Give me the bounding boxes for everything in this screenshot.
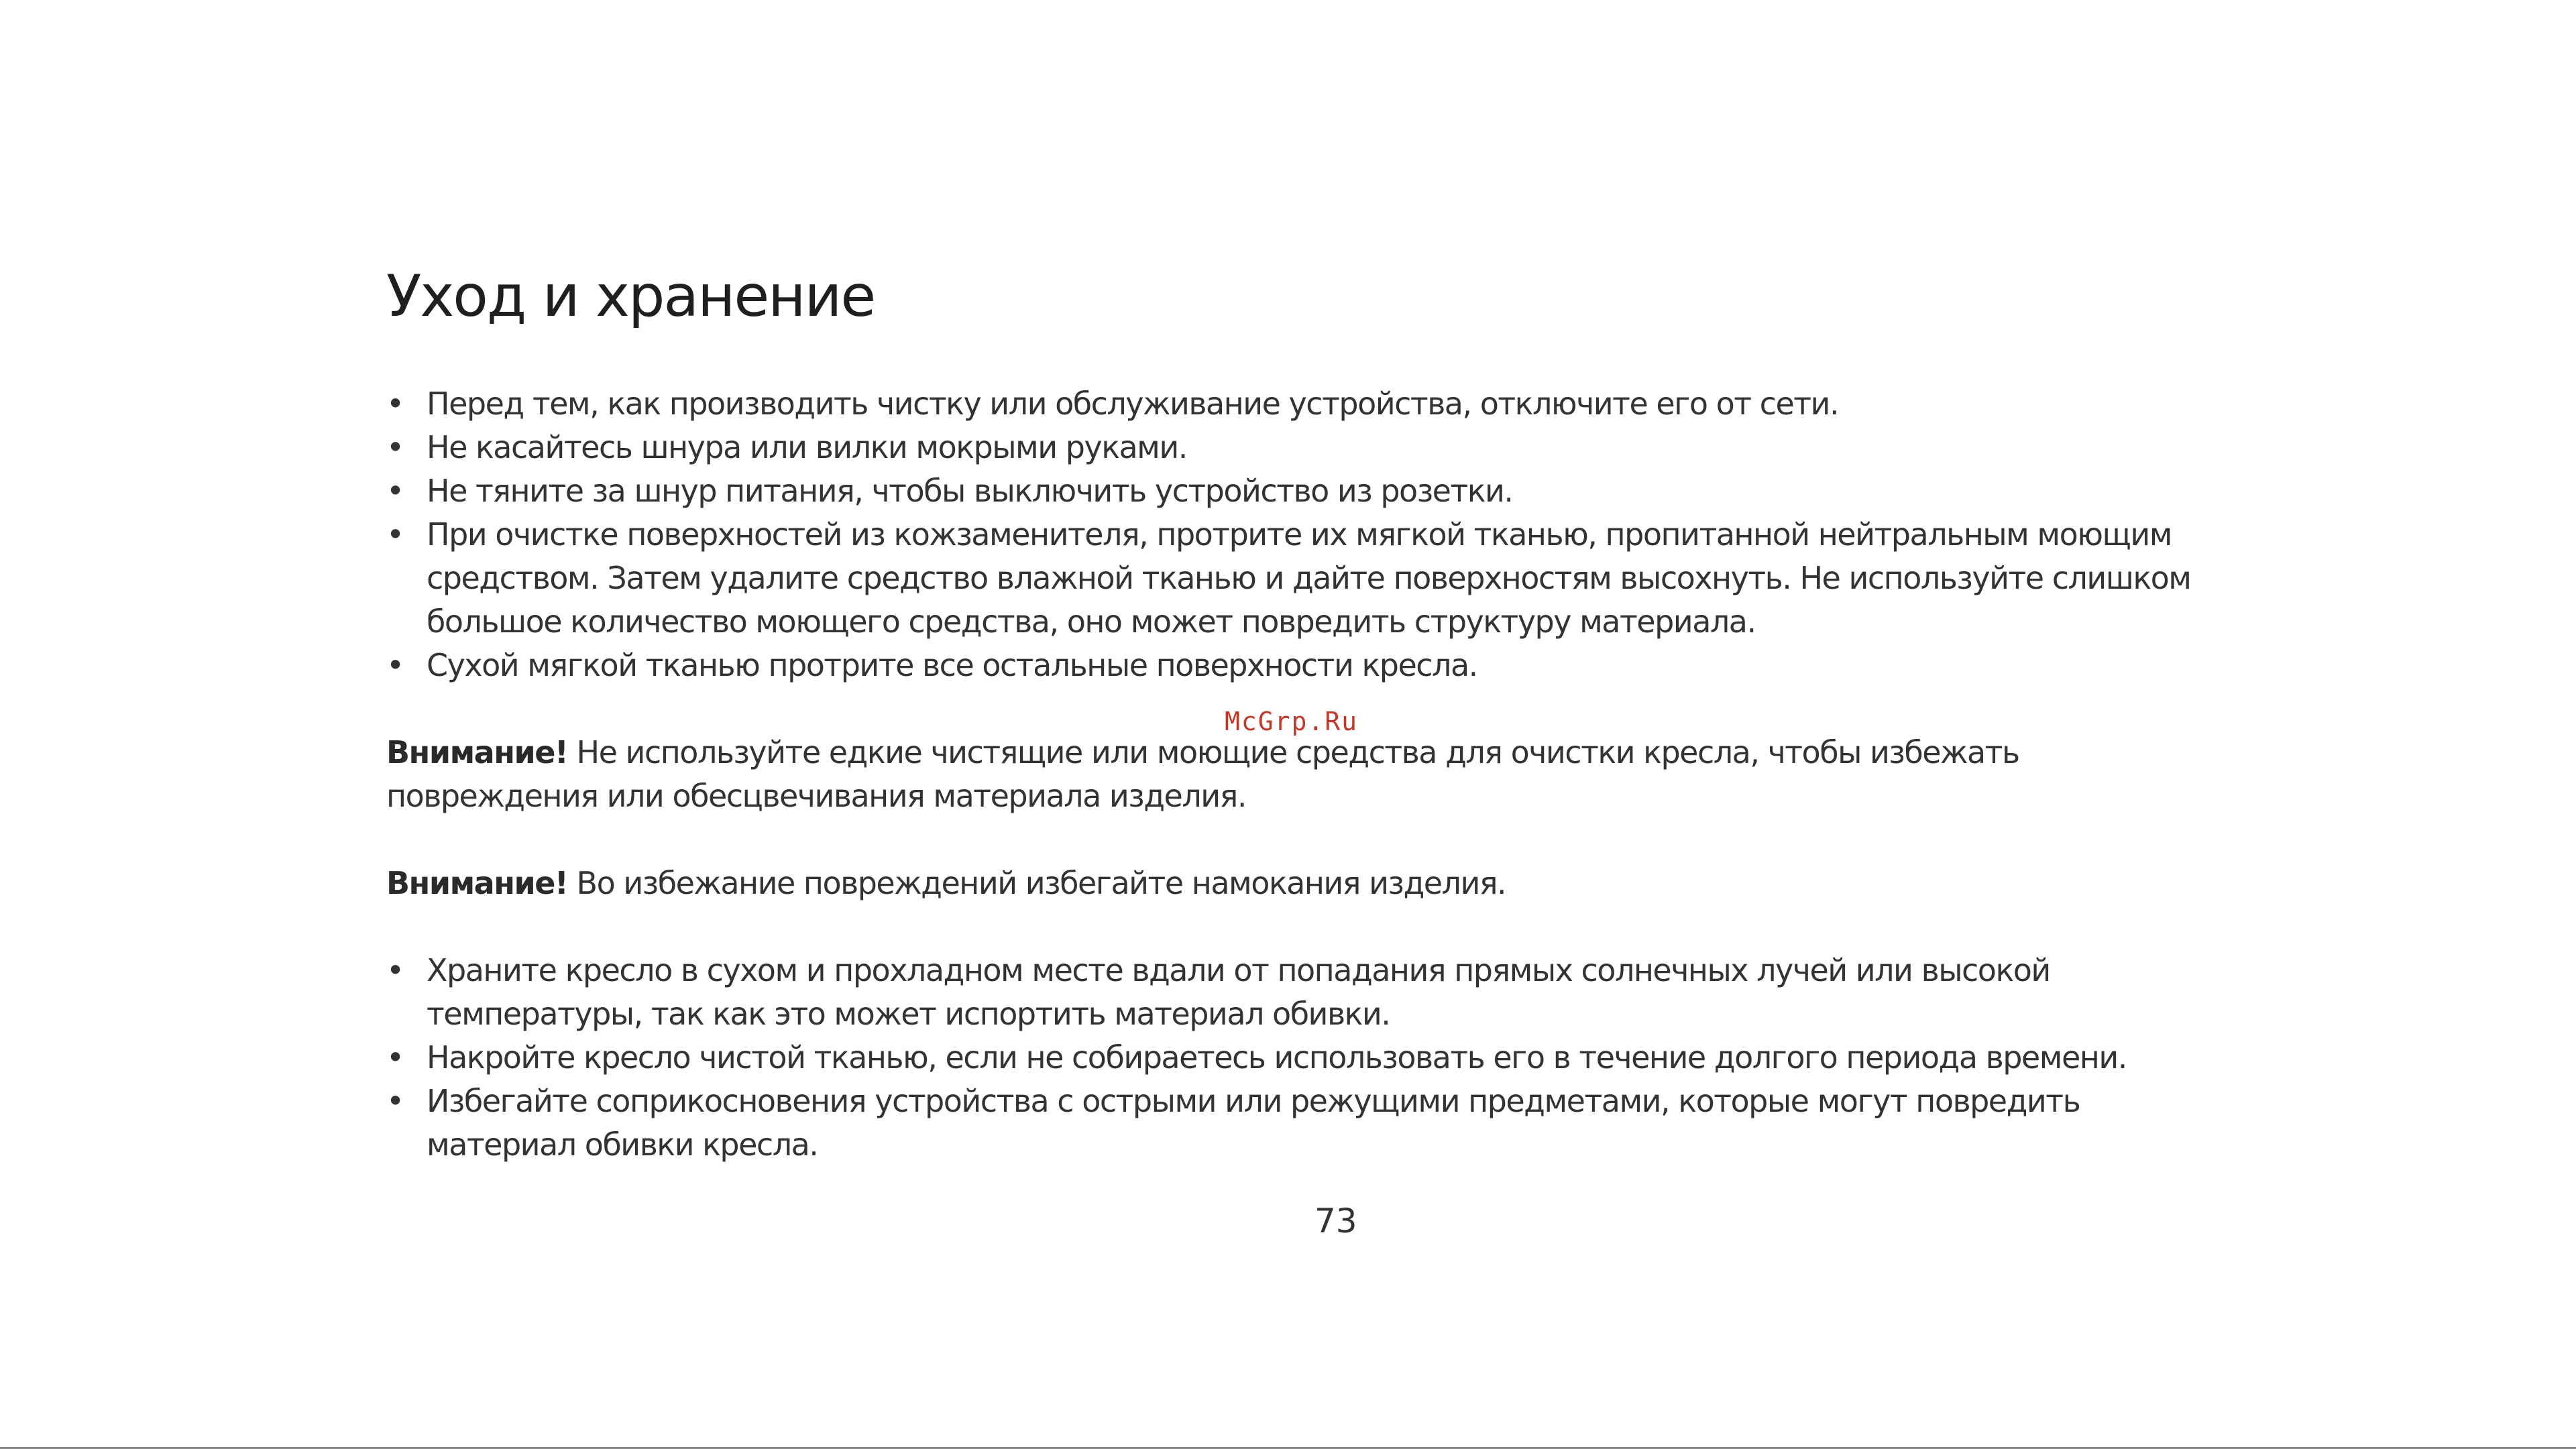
list-item [386,1080,2210,1167]
spacer [386,905,2210,949]
bullet-icon: • [386,1083,404,1119]
warning-notice-chemicals [386,731,2210,818]
list-item-text: Не тяните за шнур питания, чтобы выключить устройство из розетки. [427,473,1513,509]
bullet-icon: • [386,647,404,683]
warning-label: Внимание! [386,865,568,901]
list-item-text: Избегайте соприкосновения устройства с острыми или режущими предметами, которые могут повредить материал обивки кресла. [427,1083,2080,1163]
list-item [386,426,2210,469]
warning-text: Не используйте едкие чистящие или моющие средства для очистки кресла, чтобы избежать повреждения или обесцвечивания материала изделия. [386,734,2019,814]
page-title: Уход и хранение [386,263,875,330]
list-item-text: Перед тем, как производить чистку или обслуживание устройства, отключите его от сети. [427,386,1839,422]
content-body [386,382,2210,1167]
list-item-text: Накройте кресло чистой тканью, если не собираетесь использовать его в течение долгого периода времени. [427,1039,2127,1076]
list-item-text: Не касайтесь шнура или вилки мокрыми руками. [427,429,1187,465]
storage-instructions-list [386,949,2210,1167]
list-item-text: Храните кресло в сухом и прохладном месте вдали от попадания прямых солнечных лучей или высокой температуры, так как это может испортить материал обивки. [427,952,2050,1032]
list-item [386,644,2210,687]
list-item [386,949,2210,1036]
list-item [386,382,2210,426]
bullet-icon: • [386,386,404,422]
page-number: 73 [1314,1202,1357,1240]
spacer [386,818,2210,862]
list-item-text: Сухой мягкой тканью протрите все остальные поверхности кресла. [427,647,1477,683]
warning-notice-moisture [386,862,2210,905]
list-item [386,513,2210,644]
bullet-icon: • [386,429,404,465]
list-item [386,1036,2210,1080]
bullet-icon: • [386,516,404,553]
list-item-text: При очистке поверхностей из кожзаменителя, протрите их мягкой тканью, пропитанной нейтральным моющим средством. Затем удалите средство влажной тканью и дайте поверхностям высохнуть. Не используйте слишком большое количество моющего средства, оно может повредить структуру материала. [427,516,2191,640]
bullet-icon: • [386,473,404,509]
warning-text: Во избежание повреждений избегайте намокания изделия. [567,865,1506,901]
bullet-icon: • [386,1039,404,1076]
watermark-link[interactable]: McGrp.Ru [1225,707,1359,736]
list-item [386,469,2210,513]
bullet-icon: • [386,952,404,988]
warning-label: Внимание! [386,734,568,770]
care-instructions-list [386,382,2210,687]
